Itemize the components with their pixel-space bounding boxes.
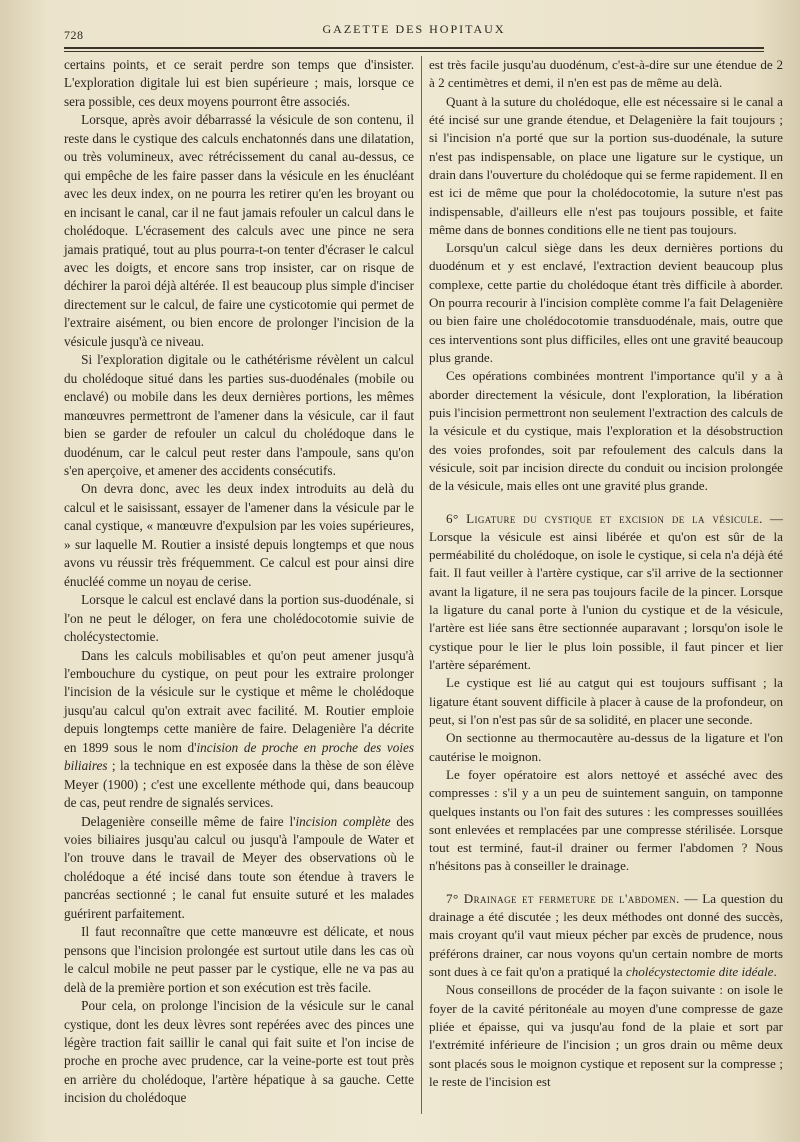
running-title: GAZETTE DES HOPITAUX [322,22,506,36]
paragraph: Si l'exploration digitale ou le cathétérisme révèlent un calcul du cholédoque situé dans les parties sus-duodénales (mobile ou enclavé) ou mobile dans les deux dernières portions, les mêmes manœuvres permettront de l'amener dans la vésicule, car il faut bien se garder de refouler un calcul du cholédoque dans le duodénum, car le calcul peut rester dans l'ampoule, sans qu'on s'en aperçoive, et amener des accidents consécutifs. [64,352,414,478]
paragraph: Ces opérations combinées montrent l'importance qu'il y a à aborder directement la vésicule, dont l'exploration, la libération puis l'incision permettront non seulement l'extraction des calculs de la vésicule et du cystique, mais l'exploration et la désobstruction des voies profondes, soit par refoulement des calculs dans la vésicule, soit par incision directe du conduit ou incision prolongée de la vésicule, mais elles ont une gravité plus grande. [429,368,783,494]
paragraph [64,647,414,813]
text-run: Dans les calculs mobilisables et qu'on peut amener jusqu'à l'embouchure du cystique, on peut pour les extraire prolonger l'incision de la vésicule sur le cystique et même le cholédoque jusqu'au calcul qu'on extrait avec facilité. M. Routier emploie depuis longtemps cette manière de faire. Delagenière l'a décrite en 1899 sous le nom d' [64,647,414,755]
column-divider [421,56,422,1114]
text-run: . [773,964,777,979]
paragraph: Lorsqu'un calcul siège dans les deux dernières portions du duodénum et y est enclavé, l'extraction devient beaucoup plus complexe, cette partie du cholédoque étant très difficile à aborder. On pourra recourir à l'incision complète comme l'a fait Delagenière ou bien faire une cholédocotomie transduodénale, mais, outre que ces interventions sont plus difficiles, elles ont une gravité beaucoup plus grande. [429,240,783,365]
text-run: — Lorsque la vésicule est ainsi libérée et qu'on est sûr de la perméabilité du cholédoque, on isole le cystique, si cela n'a déjà été fait. Il faut veiller à l'artère cystique, car s'il arrive de la sectionner avant la ligature, il ne sera pas toujours facile de la pincer. Lorsque la ligature du canal porte à l'union du cystique et de la vésicule, l'artère est liée sans être sectionnée auparavant ; lorsqu'on isole le cystique pour le lier le plus loin possible, il faut pincer et lier l'artère séparément. [429,510,783,672]
text-run: — La question du drainage a été discutée ; les deux méthodes ont donné des succès, mais croyant qu'il vaut mieux pécher par excès de prudence, nous préférons drainer, car nous voyons qu'un certain nombre de morts sont dues à ce fait qu'on a pratiqué la [429,890,783,979]
paragraph: On devra donc, avec les deux index introduits au delà du calcul et le saisissant, essayer de l'amener dans la vésicule par le canal cystique, « manœuvre d'expulsion par les voies supérieures, » sur laquelle M. Routier a insisté depuis longtemps et que nous avons vu réussir très fréquemment. Ce calcul est pour ainsi dire énucléé comme un noyau de cerise. [64,481,414,589]
text-run: Delagenière conseille même de faire l' [81,813,296,829]
page-header [64,20,764,46]
paragraph: Le foyer opératoire est alors nettoyé et asséché avec des compresses : s'il y a un peu de suintement sanguin, on tamponne quelques instants ou l'on fait des sutures : les compresses souillées sont enlevées et remplacées par une compresse stérilisée. Lorsque tout est terminé, faut-il drainer ou fermer l'abdomen ? Nous n'hésitons pas à conseiller le drainage. [429,766,783,874]
italic-term: cholécystectomie dite idéale [625,964,774,979]
paragraph: Il faut reconnaître que cette manœuvre est délicate, et nous pensons que l'incision prolongée est surtout utile dans les cas où le calcul mobile ne peut passer par le cystique, elle ne va pas au delà de la première portion et son exécution est très facile. [64,924,414,995]
paragraph [64,813,414,924]
paragraph: certains points, et ce serait perdre son temps que d'insister. L'exploration digitale lui est bien supérieure ; mais, lorsque ce sera possible, ces deux moyens pourront être associés. [64,57,414,109]
paragraph: Lorsque, après avoir débarrassé la vésicule de son contenu, il reste dans le cystique des calculs enchatonnés dans une dilatation, ou très volumineux, avec rétrécissement du canal au-dessus, ce qui empêche de les faire passer dans la vésicule en les énucléant avec les deux index, on ne pourra les retirer qu'en les broyant ou en incisant le canal, car il ne faut jamais refouler un calcul dans le cholédoque. L'écrasement des calculs avec une pince ne sera jamais pratiqué, tout au plus pourra-t-on tenter d'écraser le calcul avec les doigts, et encore sans trop insister, car on risque de déchirer la paroi déjà altérée. Il est beaucoup plus simple d'inciser directement sur le calcul, de faire une cysticotomie qui permet de l'extraire aisément, ou bien encore de prolonger l'incision de la vésicule jusqu'à ce niveau. [64,112,414,349]
header-rule [64,47,764,49]
paragraph: Quant à la suture du cholédoque, elle est nécessaire si le canal a été incisé sur une grande étendue, et Delagenière la fait toujours ; si l'incision n'a porté que sur la portion sus-duodénale, la suture n'est pas indispensable, on place une ligature sur le cystique, un drain dans l'ouverture du cholédoque qui se ferme rapidement. Il en est ici de même que pour la cholédocotomie, la suture n'est pas indispensable, d'ailleurs elle n'est pas toujours possible, et faite même dans de bonnes conditions elle ne tient pas toujours. [429,93,783,237]
italic-term: incision de proche en proche des voies biliaires [64,739,414,774]
paragraph: Nous conseillons de procéder de la façon suivante : on isole le foyer de la cavité péritonéale au moyen d'une compresse de gaze pliée et épaisse, qui va jusqu'au fond de la plaie et sort par l'extrémité inférieure de l'incision ; un gros drain ou même deux sont placés sous le moignon cystique et reposent sur la compresse ; le reste de l'incision est [429,982,783,1089]
left-column [64,56,414,1114]
paragraph: est très facile jusqu'au duodénum, c'est-à-dire sur une étendue de 2 à 2 centimètres et demi, il n'en est pas de même au delà. [429,57,783,91]
section-heading: 6° Ligature du cystique et excision de la vésicule. [446,510,763,526]
paragraph: Lorsque le calcul est enclavé dans la portion sus-duodénale, si l'on ne peut le déloger, on fera une cholédocotomie suivie de cholécystectomie. [64,592,414,645]
paragraph: On sectionne au thermocautère au-dessus de la ligature et l'on cautérise le moignon. [429,730,783,764]
section-paragraph [429,890,783,982]
section-paragraph [429,510,783,675]
text-run: des voies biliaires jusqu'au calcul ou jusqu'à l'ampoule de Water et l'on trouve dans le travail de Meyer des observations où le cholédoque a été incisé dans toute son étendue à travers le pancréas sectionné ; le canal fut ensuite suturé et les malades guérirent parfaitement. [64,813,414,921]
page-number: 728 [64,28,84,42]
paragraph: Le cystique est lié au catgut qui est toujours suffisant ; la ligature étant souvent difficile à placer à cause de la profondeur, on peut, si l'on n'est pas sûr de sa solidité, en placer une seconde. [429,675,783,727]
header-rule-thin [64,51,764,52]
section-heading: 7° Drainage et fermeture de l'abdomen. [446,890,680,906]
right-column [429,56,783,1114]
text-run: ; la technique en est exposée dans la thèse de son élève Meyer (1900) ; c'est une excellente méthode qui, dans beaucoup de cas, peut rendre de signalés services. [64,758,414,811]
paragraph: Pour cela, on prolonge l'incision de la vésicule sur le canal cystique, dont les deux lèvres sont repérées avec des pinces une légère traction fait saillir le canal qui fait suite et l'on incise de proche en proche avec prudence, car la veine-porte est tout près en arrière du cholédoque, l'artère hépatique à sa gauche. Cette incision du cholédoque [64,998,414,1106]
italic-term: incision complète [295,813,391,829]
